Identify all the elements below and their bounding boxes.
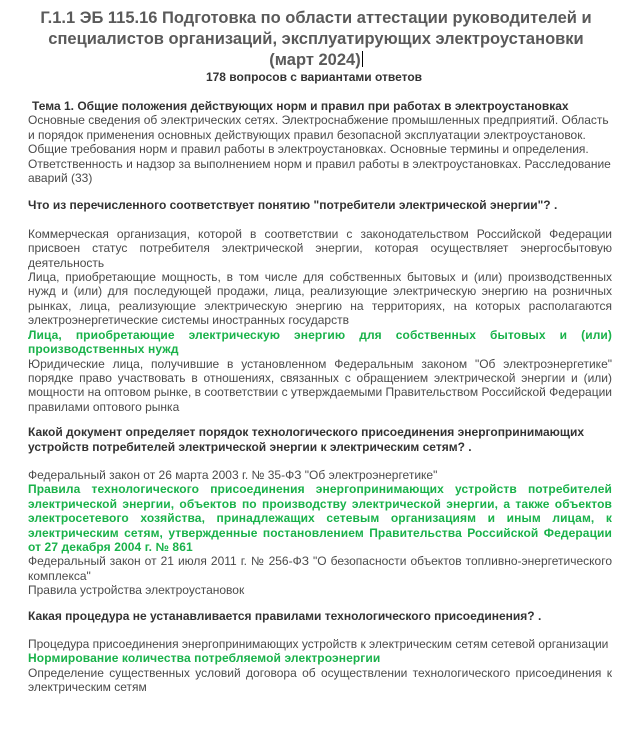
- question-text: Какая процедура не устанавливается правилами технологического присоединения? .: [28, 608, 542, 623]
- answer-option: Федеральный закон от 26 марта 2003 г. № 35-ФЗ "Об электроэнергетике": [28, 467, 438, 482]
- answer-option: Коммерческая организация, которой в соответствии с законодательством Российской Федерации присвоен статус потребителя электрической энергии, которая осуществляет энергосбытовую деятельность: [28, 226, 612, 270]
- document-subtitle: 178 вопросов с вариантами ответов: [205, 70, 423, 84]
- answer-option: Процедура присоединения энергопринимающих устройств к электрическим сетям сетевой организации: [28, 637, 609, 651]
- document-title-text: Г.1.1 ЭБ 115.16 Подготовка по области аттестации руководителей и специалистов организаций, эксплуатирующих электроустановки (март 2024): [40, 9, 592, 69]
- answer-option: Федеральный закон от 21 июля 2011 г. № 256-ФЗ "О безопасности объектов топливно-энергетического комплекса": [28, 554, 612, 583]
- topic-heading: Тема 1. Общие положения действующих норм и правил при работах в электроустановках: [32, 99, 569, 113]
- text-cursor: [362, 51, 363, 67]
- topic-description: Основные сведения об электрических сетях. Электроснабжение промышленных предприятий. Область и порядок применения основных действующих правил безопасной эксплуатации электроустановок. Общие требования норм и правил работы в электроустановках. Основные термины и определения. Ответственность и надзор за выполнением норм и правил работы в электроустановках. Расследование аварий (33): [28, 113, 611, 186]
- answer-option: Лица, приобретающие мощность, в том числе для собственных бытовых и (или) производственных нужд и (или) для последующей продажи, лица, реализующие электрическую энергию на розничных рынках, лица, реализующие электрическую энергию на территориях, на которых располагаются электроэнергетические системы иностранных государств: [28, 270, 612, 328]
- question-text: Какой документ определяет порядок технологического присоединения энергопринимающих устройств потребителей электрической энергии к электрическим сетям? .: [28, 425, 585, 454]
- answer-option: Правила устройства электроустановок: [28, 583, 245, 598]
- answer-option-correct: Лица, приобретающие электрическую энергию для собственных бытовых и (или) производственных нужд: [28, 327, 612, 357]
- answer-option: Юридические лица, получившие в установленном Федеральным законом "Об электроэнергетике" порядке право участвовать в отношениях, связанных с обращением электрической энергии и (или) мощности на оптовом рынке, в соответствии с утверждаемыми Правительством Российской Федерации правилами оптового рынка: [28, 356, 612, 414]
- question-text: Что из перечисленного соответствует понятию "потребители электрической энергии"? .: [28, 198, 558, 213]
- answer-option: Определение существенных условий договора об осуществлении технологического присоединения к электрическим сетям: [28, 665, 612, 695]
- answer-option-correct: Правила технологического присоединения энергопринимающих устройств потребителей электрической энергии, объектов по производству электрической энергии, а также объектов электросетевого хозяйства, принадлежащих сетевым организациям и иным лицам, к электрическим сетям, утвержденные постановлением Правительства Российской Федерации от 27 декабря 2004 г. № 861: [28, 482, 612, 554]
- document-title: [30, 8, 602, 71]
- document-content: [28, 99, 612, 695]
- answer-option-correct: Нормирование количества потребляемой электроэнергии: [28, 651, 381, 666]
